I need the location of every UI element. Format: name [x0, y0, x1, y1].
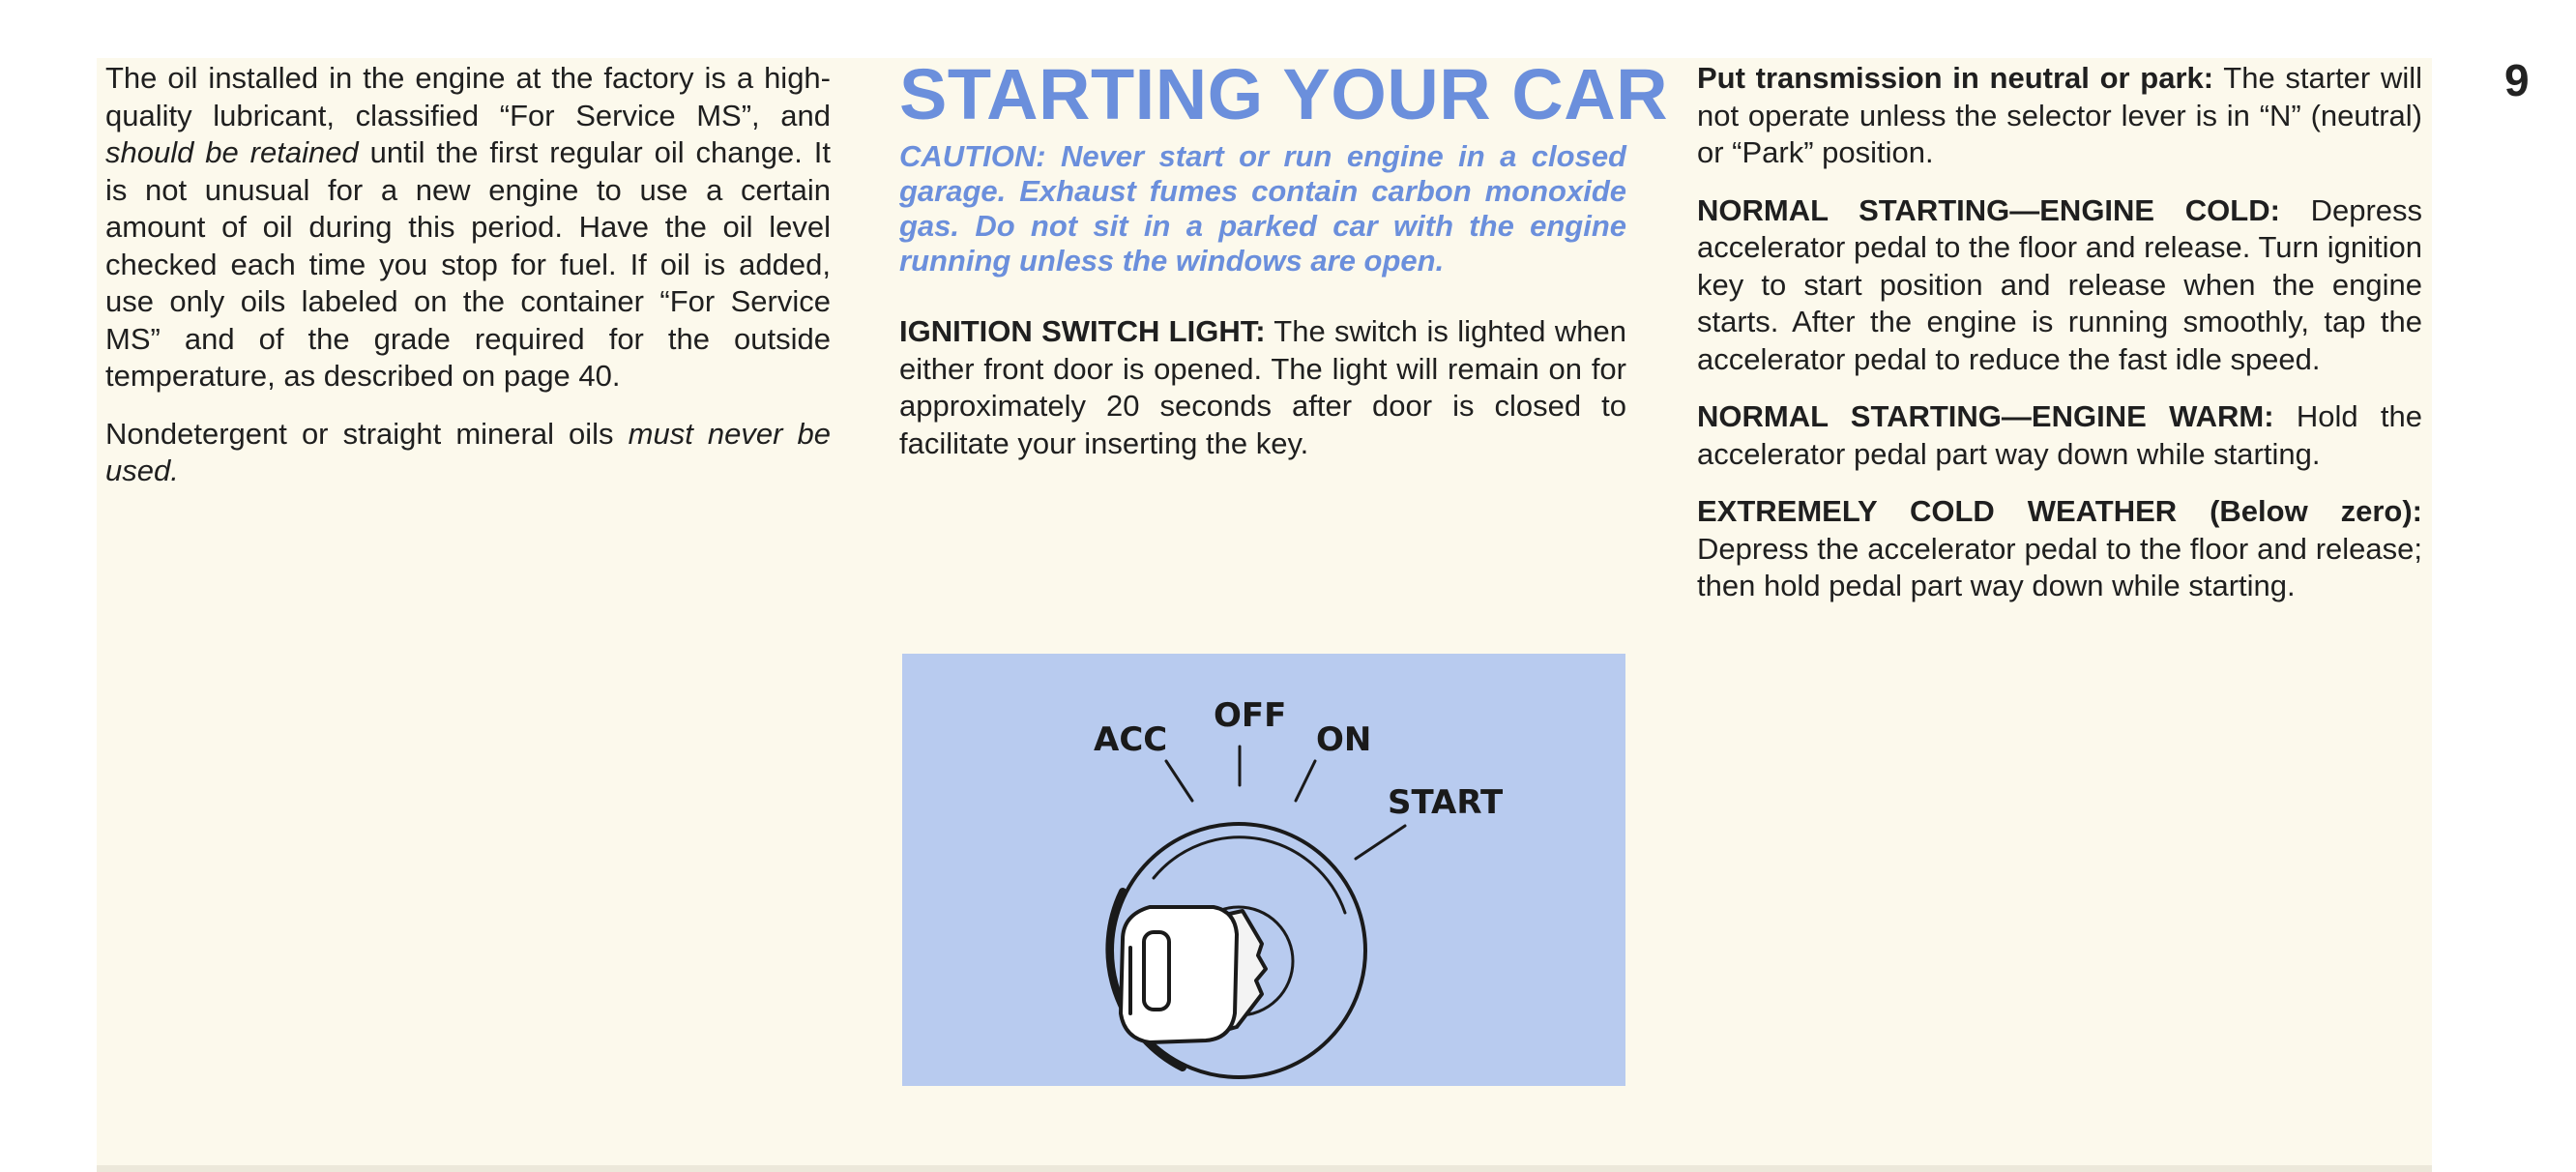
on-label: ON: [1316, 720, 1372, 759]
engine-cold-text: Depress accelerator pedal to the floor and release. Turn ignition key to start position and release when the engine starts. After the engine is running smoothly, tap the accelerator pedal to reduce the fast idle speed.: [1697, 192, 2423, 376]
page-number: 9: [2504, 55, 2530, 105]
extreme-cold-text: Depress the accelerator pedal to the floor and release; then hold pedal part way down while starting.: [1697, 531, 2422, 602]
acc-label: ACC: [1094, 720, 1168, 759]
caution-paragraph: CAUTION: Never start or run engine in a closed garage. Exhaust fumes contain carbon monoxide gas. Do not sit in a parked car with the engine running unless the windows are open.: [899, 139, 1626, 278]
ignition-light-text: The switch is lighted when either front door is opened. The light will remain on for approximately 20 seconds after door is closed to facilitate your inserting the key.: [899, 314, 1626, 460]
engine-warm-paragraph: [1697, 398, 2422, 473]
engine-warm-heading: NORMAL STARTING—ENGINE WARM:: [1697, 399, 2274, 433]
extreme-cold-heading: EXTREMELY COLD WEATHER (Below zero):: [1697, 494, 2422, 528]
off-label: OFF: [1214, 696, 1287, 735]
oil-paragraph-text-a: The oil installed in the engine at the factory is a high-quality lubricant, classified “For Service MS”, and: [105, 61, 831, 132]
page-bottom-edge: [97, 1165, 2432, 1172]
section-title: STARTING YOUR CAR: [899, 54, 1669, 134]
ignition-switch-figure: [902, 654, 1625, 1086]
left-column: [105, 60, 831, 511]
transmission-text: The starter will not operate unless the selector lever is in “N” (neutral) or “Park” position.: [1697, 61, 2422, 169]
nondetergent-emphasis: must never be used.: [105, 416, 831, 487]
ignition-switch-illustration: [902, 654, 1625, 1086]
oil-paragraph: [105, 60, 831, 396]
engine-cold-heading: NORMAL STARTING—ENGINE COLD:: [1697, 192, 2280, 227]
engine-cold-paragraph: [1697, 192, 2422, 379]
nondetergent-paragraph: [105, 416, 831, 490]
start-label: START: [1388, 783, 1504, 822]
middle-column: [899, 54, 1669, 483]
nondetergent-text: Nondetergent or straight mineral oils: [105, 416, 629, 451]
extreme-cold-paragraph: [1697, 493, 2422, 605]
ignition-light-paragraph: [899, 313, 1626, 462]
transmission-paragraph: [1697, 60, 2422, 172]
oil-paragraph-emphasis: should be retained: [105, 135, 359, 169]
key-icon: [1121, 907, 1266, 1042]
position-tick-marks: [1166, 747, 1405, 859]
right-column: [1697, 60, 2422, 626]
transmission-heading: Put transmission in neutral or park:: [1697, 61, 2214, 95]
oil-paragraph-text-b: until the first regular oil change. It is not unusual for a new engine to use a certain amount of oil during this period. Have the oil level checked each time you stop for fuel. If oil is added, use only oils labeled on the container “For Service MS” and of the grade required for the outside temperature, as described on page 40.: [105, 135, 831, 393]
ignition-light-heading: IGNITION SWITCH LIGHT:: [899, 314, 1266, 348]
engine-warm-text: Hold the accelerator pedal part way down while starting.: [1697, 399, 2422, 471]
